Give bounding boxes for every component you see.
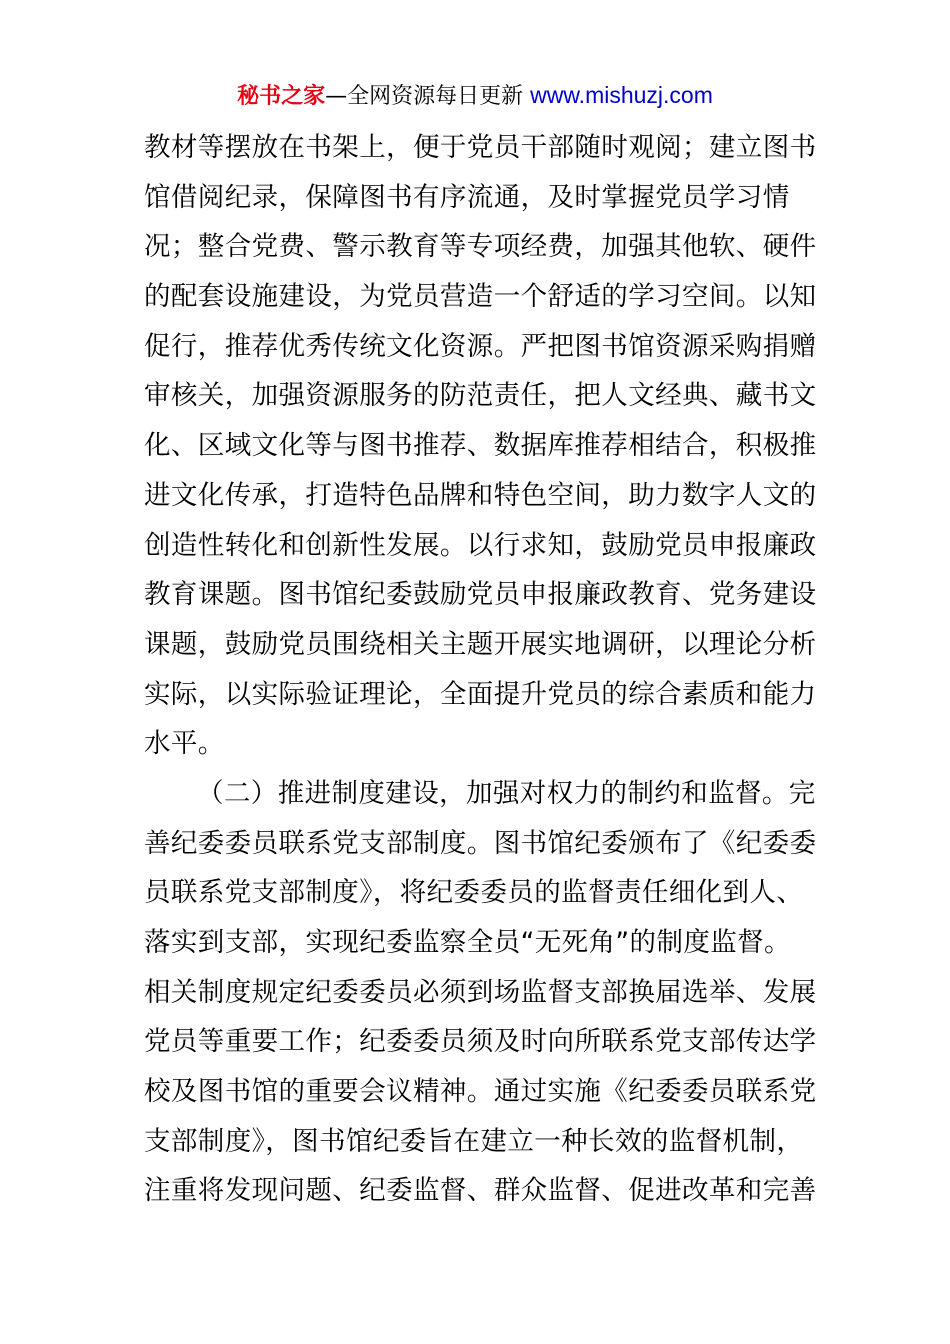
- body-line: 相关制度规定纪委委员必须到场监督支部换届选举、发展: [144, 976, 817, 1008]
- body-line: 促行，推荐优秀传统文化资源。严把图书馆资源采购捐赠: [144, 330, 817, 362]
- body-line: 支部制度》，图书馆纪委旨在建立一种长效的监督机制，: [144, 1125, 804, 1157]
- body-line: 员联系党支部制度》，将纪委委员的监督责任细化到人、: [144, 877, 804, 909]
- section-heading-line: （二）推进制度建设，加强对权力的制约和监督。完: [197, 777, 816, 809]
- header-brand: 秘书之家: [237, 84, 326, 109]
- body-line: 审核关，加强资源服务的防范责任，把人文经典、藏书文: [144, 380, 817, 412]
- body-line: 善纪委委员联系党支部制度。图书馆纪委颁布了《纪委委: [144, 827, 817, 859]
- body-line: 党员等重要工作；纪委委员须及时向所联系党支部传达学: [144, 1026, 817, 1058]
- body-line: 的配套设施建设，为党员营造一个舒适的学习空间。以知: [144, 281, 817, 313]
- body-line: 注重将发现问题、纪委监督、群众监督、促进改革和完善: [144, 1175, 817, 1207]
- body-line: 课题，鼓励党员围绕相关主题开展实地调研，以理论分析: [144, 628, 817, 660]
- body-line: 校及图书馆的重要会议精神。通过实施《纪委委员联系党: [144, 1076, 817, 1108]
- body-line: 落实到支部，实现纪委监察全员“无死角”的制度监督。: [144, 927, 791, 958]
- body-line: 实际，以实际验证理论，全面提升党员的综合素质和能力: [144, 678, 817, 710]
- body-line: 教材等摆放在书架上，便于党员干部随时观阅；建立图书: [144, 132, 817, 163]
- body-line: 创造性转化和创新性发展。以行求知，鼓励党员申报廉政: [144, 529, 817, 561]
- body-line: 况；整合党费、警示教育等专项经费，加强其他软、硬件: [144, 231, 817, 263]
- body-line: 化、区域文化等与图书推荐、数据库推荐相结合，积极推: [144, 430, 817, 462]
- header-tagline: —全网资源每日更新: [325, 84, 531, 109]
- header-site-link[interactable]: www.mishuzj.com: [530, 82, 713, 108]
- document-body: [144, 128, 817, 1221]
- body-line: 馆借阅纪录，保障图书有序流通，及时掌握党员学习情: [144, 181, 790, 213]
- body-line: 水平。: [144, 728, 225, 760]
- body-line: 教育课题。图书馆纪委鼓励党员申报廉政教育、党务建设: [144, 579, 817, 611]
- body-line: 进文化传承，打造特色品牌和特色空间，助力数字人文的: [144, 479, 817, 511]
- page-header: [0, 80, 950, 112]
